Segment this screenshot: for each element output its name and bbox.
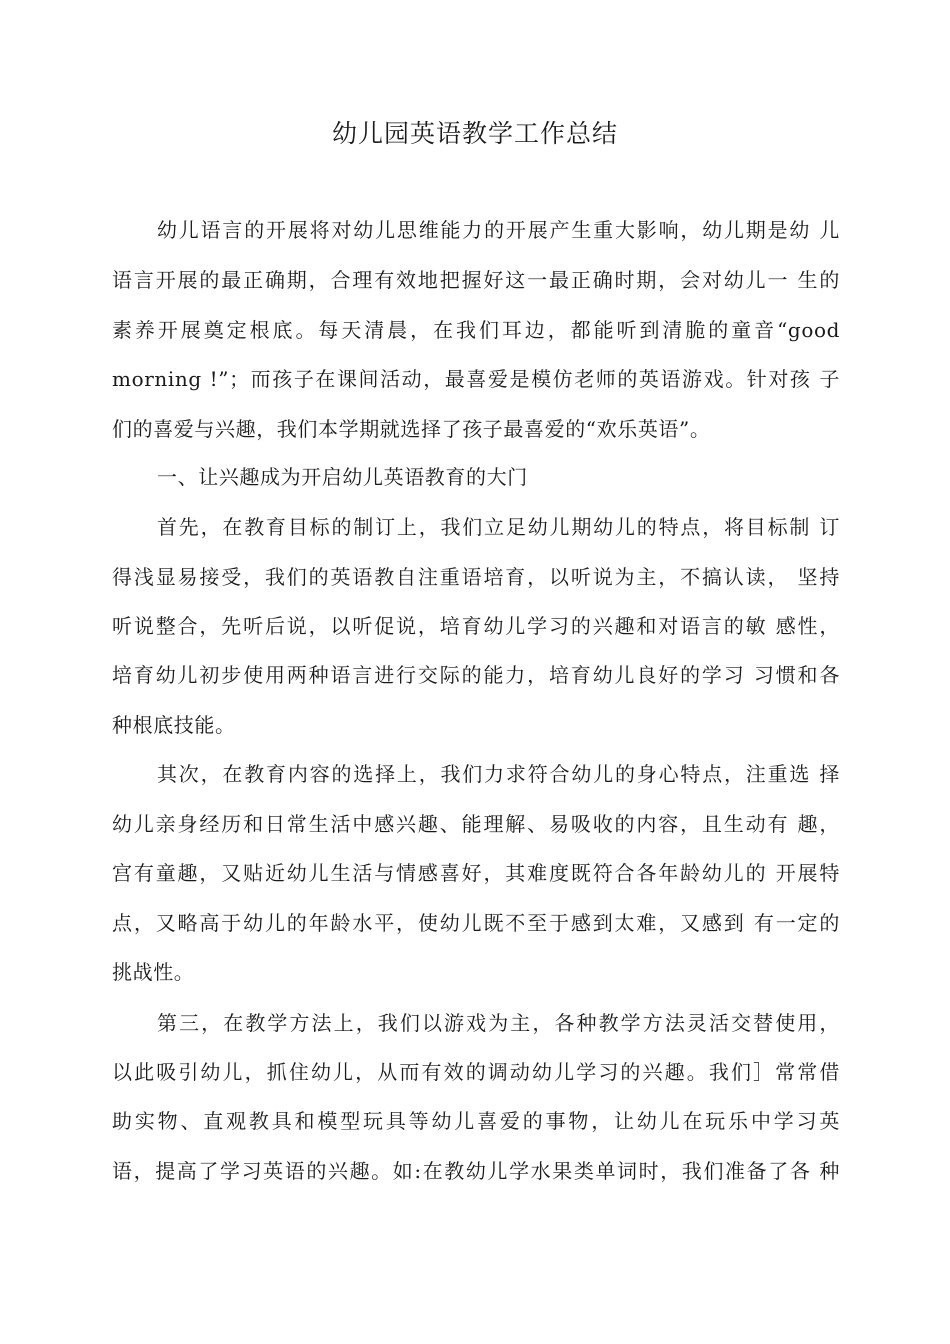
section-heading: 一、让兴趣成为开启幼儿英语教育的大门 [157, 465, 528, 489]
text-line: 们的喜爱与兴趣，我们本学期就选择了孩子最喜爱的“欢乐英语”。 [112, 417, 711, 441]
text-line: 语，提高了学习英语的兴趣。如:在教幼儿学水果类单词时，我们准备了各 种 [112, 1159, 840, 1183]
text-line: 幼儿语言的开展将对幼儿思维能力的开展产生重大影响，幼儿期是幼 儿 [157, 218, 840, 242]
text-line: 得浅显易接受，我们的英语教自注重语培育，以听说为主，不搞认读， 坚持 [112, 565, 840, 589]
text-line: 种根底技能。 [112, 713, 236, 737]
text-line: 幼儿亲身经历和日常生活中感兴趣、能理解、易吸收的内容，且生动有 趣， [112, 812, 840, 836]
text-line: 助实物、直观教具和模型玩具等幼儿喜爱的事物，让幼儿在玩乐中学习英 [112, 1109, 840, 1133]
text-line: 听说整合，先听后说，以听促说，培育幼儿学习的兴趣和对语言的敏 感性， [112, 614, 840, 638]
text-line: 以此吸引幼儿，抓住幼儿，从而有效的调动幼儿学习的兴趣。我们］常常借 [112, 1060, 840, 1084]
text-line: 其次，在教育内容的选择上，我们力求符合幼儿的身心特点，注重选 择 [157, 762, 840, 786]
text-line: 首先，在教育目标的制订上，我们立足幼儿期幼儿的特点，将目标制 订 [157, 515, 840, 539]
text-line: 第三，在教学方法上，我们以游戏为主，各种教学方法灵活交替使用， [157, 1011, 840, 1035]
text-line: 点，又略高于幼儿的年龄水平，使幼儿既不至于感到太难，又感到 有一定的 [112, 911, 840, 935]
document-title: 幼儿园英语教学工作总结 [331, 119, 618, 148]
text-line: 素养开展奠定根底。每天清晨，在我们耳边，都能听到清脆的童音“good [112, 318, 840, 342]
text-line: 语言开展的最正确期，合理有效地把握好这一最正确时期，会对幼儿一 生的 [112, 268, 840, 292]
text-line: 挑战性。 [112, 960, 195, 984]
text-line: morning !”；而孩子在课间活动，最喜爱是模仿老师的英语游戏。针对孩 子 [112, 367, 840, 391]
text-line: 培育幼儿初步使用两种语言进行交际的能力，培育幼儿良好的学习 习惯和各 [112, 663, 840, 687]
text-line: 宫有童趣，又贴近幼儿生活与情感喜好，其难度既符合各年龄幼儿的 开展特 [112, 861, 840, 885]
